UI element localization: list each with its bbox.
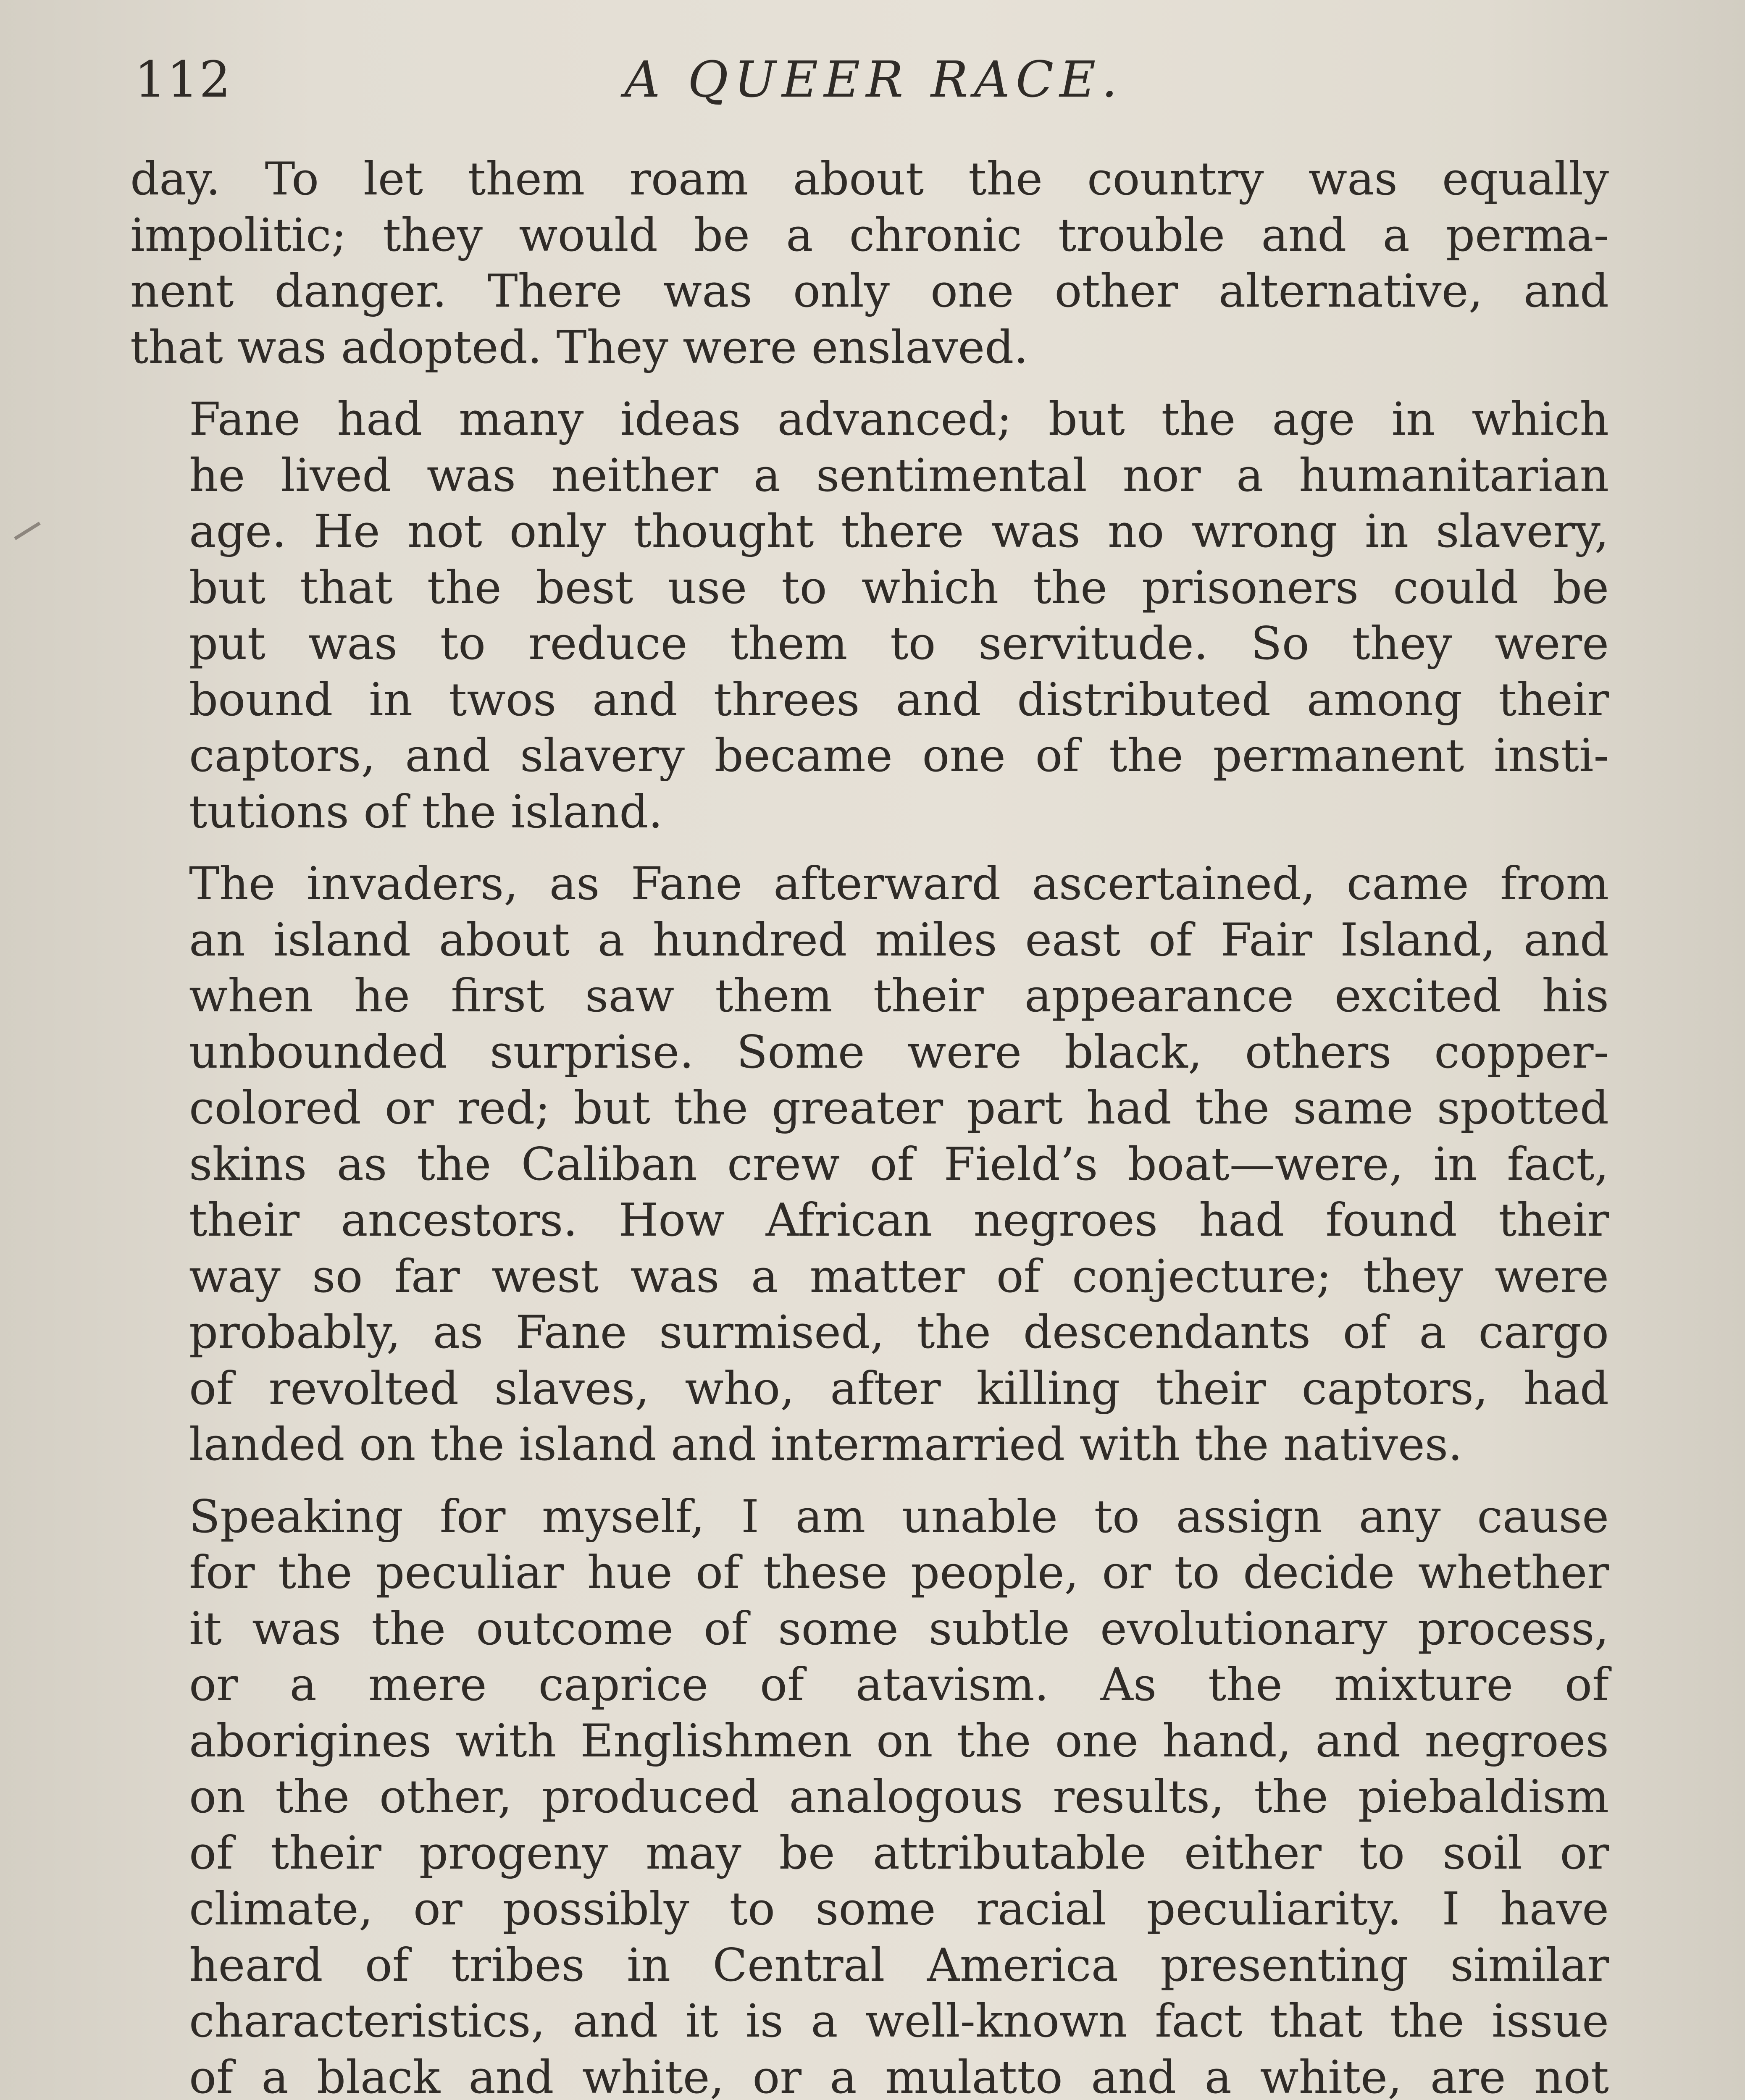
text-line: captors, and slavery became one of the permanent insti-	[189, 730, 1609, 782]
text-line: when he first saw them their appearance excited his	[189, 970, 1609, 1022]
text-line: an island about a hundred miles east of Fair Island, and	[189, 914, 1609, 966]
text-line: characteristics, and it is a well-known fact that the issue	[189, 1995, 1609, 2048]
text-line: skins as the Caliban crew of Field’s boat—were, in fact,	[189, 1138, 1609, 1191]
text-line: that was adopted. They were enslaved.	[130, 321, 1028, 374]
text-line: probably, as Fane surmised, the descendants of a cargo	[189, 1306, 1609, 1359]
text-line: day. To let them roam about the country was equally	[130, 153, 1609, 205]
text-line: impolitic; they would be a chronic trouble and a perma-	[130, 209, 1609, 262]
page-number: 112	[134, 50, 232, 108]
page-header	[126, 46, 1621, 118]
text-line: it was the outcome of some subtle evolutionary process,	[189, 1602, 1609, 1655]
text-line: landed on the island and intermarried with the natives.	[189, 1418, 1463, 1471]
text-line: nent danger. There was only one other alternative, and	[130, 265, 1609, 318]
text-line: heard of tribes in Central America presenting similar	[189, 1939, 1609, 1992]
paragraph	[130, 1489, 1609, 2100]
text-line: way so far west was a matter of conjecture; they were	[189, 1250, 1609, 1303]
text-line: on the other, produced analogous results, the piebaldism	[189, 1771, 1609, 1823]
text-line: bound in twos and threes and distributed among their	[189, 673, 1609, 726]
text-line: Fane had many ideas advanced; but the age in which	[189, 393, 1609, 446]
text-line: The invaders, as Fane afterward ascertained, came from	[189, 858, 1609, 910]
running-title: A QUEER RACE.	[624, 50, 1123, 108]
pencil-mark	[14, 522, 41, 540]
body-text	[130, 151, 1609, 2100]
text-line: of a black and white, or a mulatto and a white, are not	[189, 2051, 1609, 2100]
paragraph	[130, 856, 1609, 1473]
text-line: unbounded surprise. Some were black, others copper-	[189, 1026, 1609, 1079]
text-line: aborigines with Englishmen on the one hand, and negroes	[189, 1714, 1609, 1767]
text-line: put was to reduce them to servitude. So they were	[189, 617, 1609, 670]
text-line: but that the best use to which the prisoners could be	[189, 561, 1609, 614]
text-line: for the peculiar hue of these people, or to decide whether	[189, 1546, 1609, 1599]
text-line: Speaking for myself, I am unable to assign any cause	[189, 1490, 1609, 1543]
text-line: or a mere caprice of atavism. As the mixture of	[189, 1659, 1609, 1711]
text-line: colored or red; but the greater part had the same spotted	[189, 1082, 1609, 1134]
text-line: their ancestors. How African negroes had found their	[189, 1194, 1609, 1247]
text-line: of their progeny may be attributable either to soil or	[189, 1827, 1609, 1880]
paragraph	[130, 391, 1609, 840]
text-line: age. He not only thought there was no wrong in slavery,	[189, 505, 1609, 558]
text-line: he lived was neither a sentimental nor a humanitarian	[189, 449, 1609, 502]
text-line: tutions of the island.	[189, 785, 663, 838]
text-line: climate, or possibly to some racial peculiarity. I have	[189, 1883, 1609, 1935]
text-line: of revolted slaves, who, after killing their captors, had	[189, 1362, 1609, 1415]
paragraph	[130, 151, 1609, 375]
